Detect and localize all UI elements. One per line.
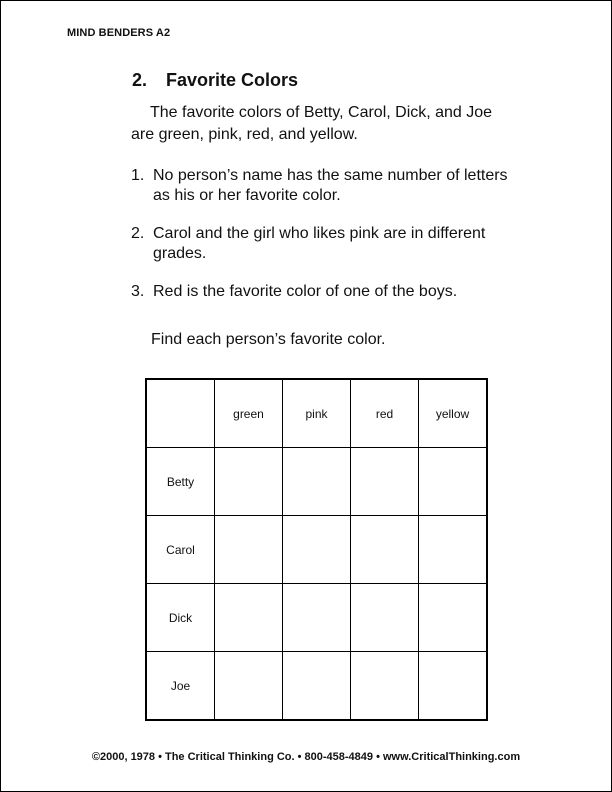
grid-row-header: Carol [146, 516, 215, 584]
grid-cell[interactable] [283, 652, 351, 721]
grid-cell[interactable] [215, 448, 283, 516]
grid-cell[interactable] [283, 516, 351, 584]
grid-row-header: Joe [146, 652, 215, 721]
clue-text: No person’s name has the same number of letters as his or her favorite color. [153, 167, 508, 204]
grid-cell[interactable] [419, 584, 488, 652]
grid-cell[interactable] [419, 652, 488, 721]
grid-cell[interactable] [215, 652, 283, 721]
grid-cell[interactable] [419, 516, 488, 584]
clue-item [131, 282, 521, 302]
grid-cell[interactable] [419, 448, 488, 516]
grid-cell[interactable] [351, 516, 419, 584]
puzzle-intro: The favorite colors of Betty, Carol, Dick, and Joe are green, pink, red, and yellow. [131, 104, 493, 143]
grid-cell[interactable] [351, 584, 419, 652]
clue-item [131, 224, 521, 264]
grid-cell[interactable] [283, 448, 351, 516]
clue-list [131, 166, 521, 320]
clue-text: Red is the favorite color of one of the boys. [153, 283, 458, 300]
instruction-text: Find each person’s favorite color. [151, 331, 386, 348]
clue-number: 1. [131, 167, 145, 184]
puzzle-number: 2. [132, 70, 148, 90]
grid-column-header: green [215, 379, 283, 448]
grid-row [146, 652, 487, 721]
grid-cell[interactable] [283, 584, 351, 652]
grid-header-row [146, 379, 487, 448]
grid-row [146, 584, 487, 652]
grid-corner-cell [146, 379, 215, 448]
clue-item [131, 166, 521, 206]
grid-cell[interactable] [215, 584, 283, 652]
clue-number: 3. [131, 283, 145, 300]
grid-column-header: pink [283, 379, 351, 448]
grid-cell[interactable] [351, 448, 419, 516]
clue-text: Carol and the girl who likes pink are in different grades. [153, 225, 486, 262]
grid-cell[interactable] [215, 516, 283, 584]
grid-row-header: Dick [146, 584, 215, 652]
puzzle-title-text: Favorite Colors [166, 70, 299, 90]
running-header: MIND BENDERS A2 [67, 27, 171, 39]
clue-number: 2. [131, 225, 145, 242]
logic-grid [145, 378, 488, 721]
puzzle-title [132, 70, 298, 91]
grid-row [146, 448, 487, 516]
grid-row [146, 516, 487, 584]
grid-row-header: Betty [146, 448, 215, 516]
grid-column-header: yellow [419, 379, 488, 448]
copyright-footer: ©2000, 1978 • The Critical Thinking Co. • 800-458-4849 • www.CriticalThinking.com [91, 751, 521, 763]
grid-cell[interactable] [351, 652, 419, 721]
grid-column-header: red [351, 379, 419, 448]
